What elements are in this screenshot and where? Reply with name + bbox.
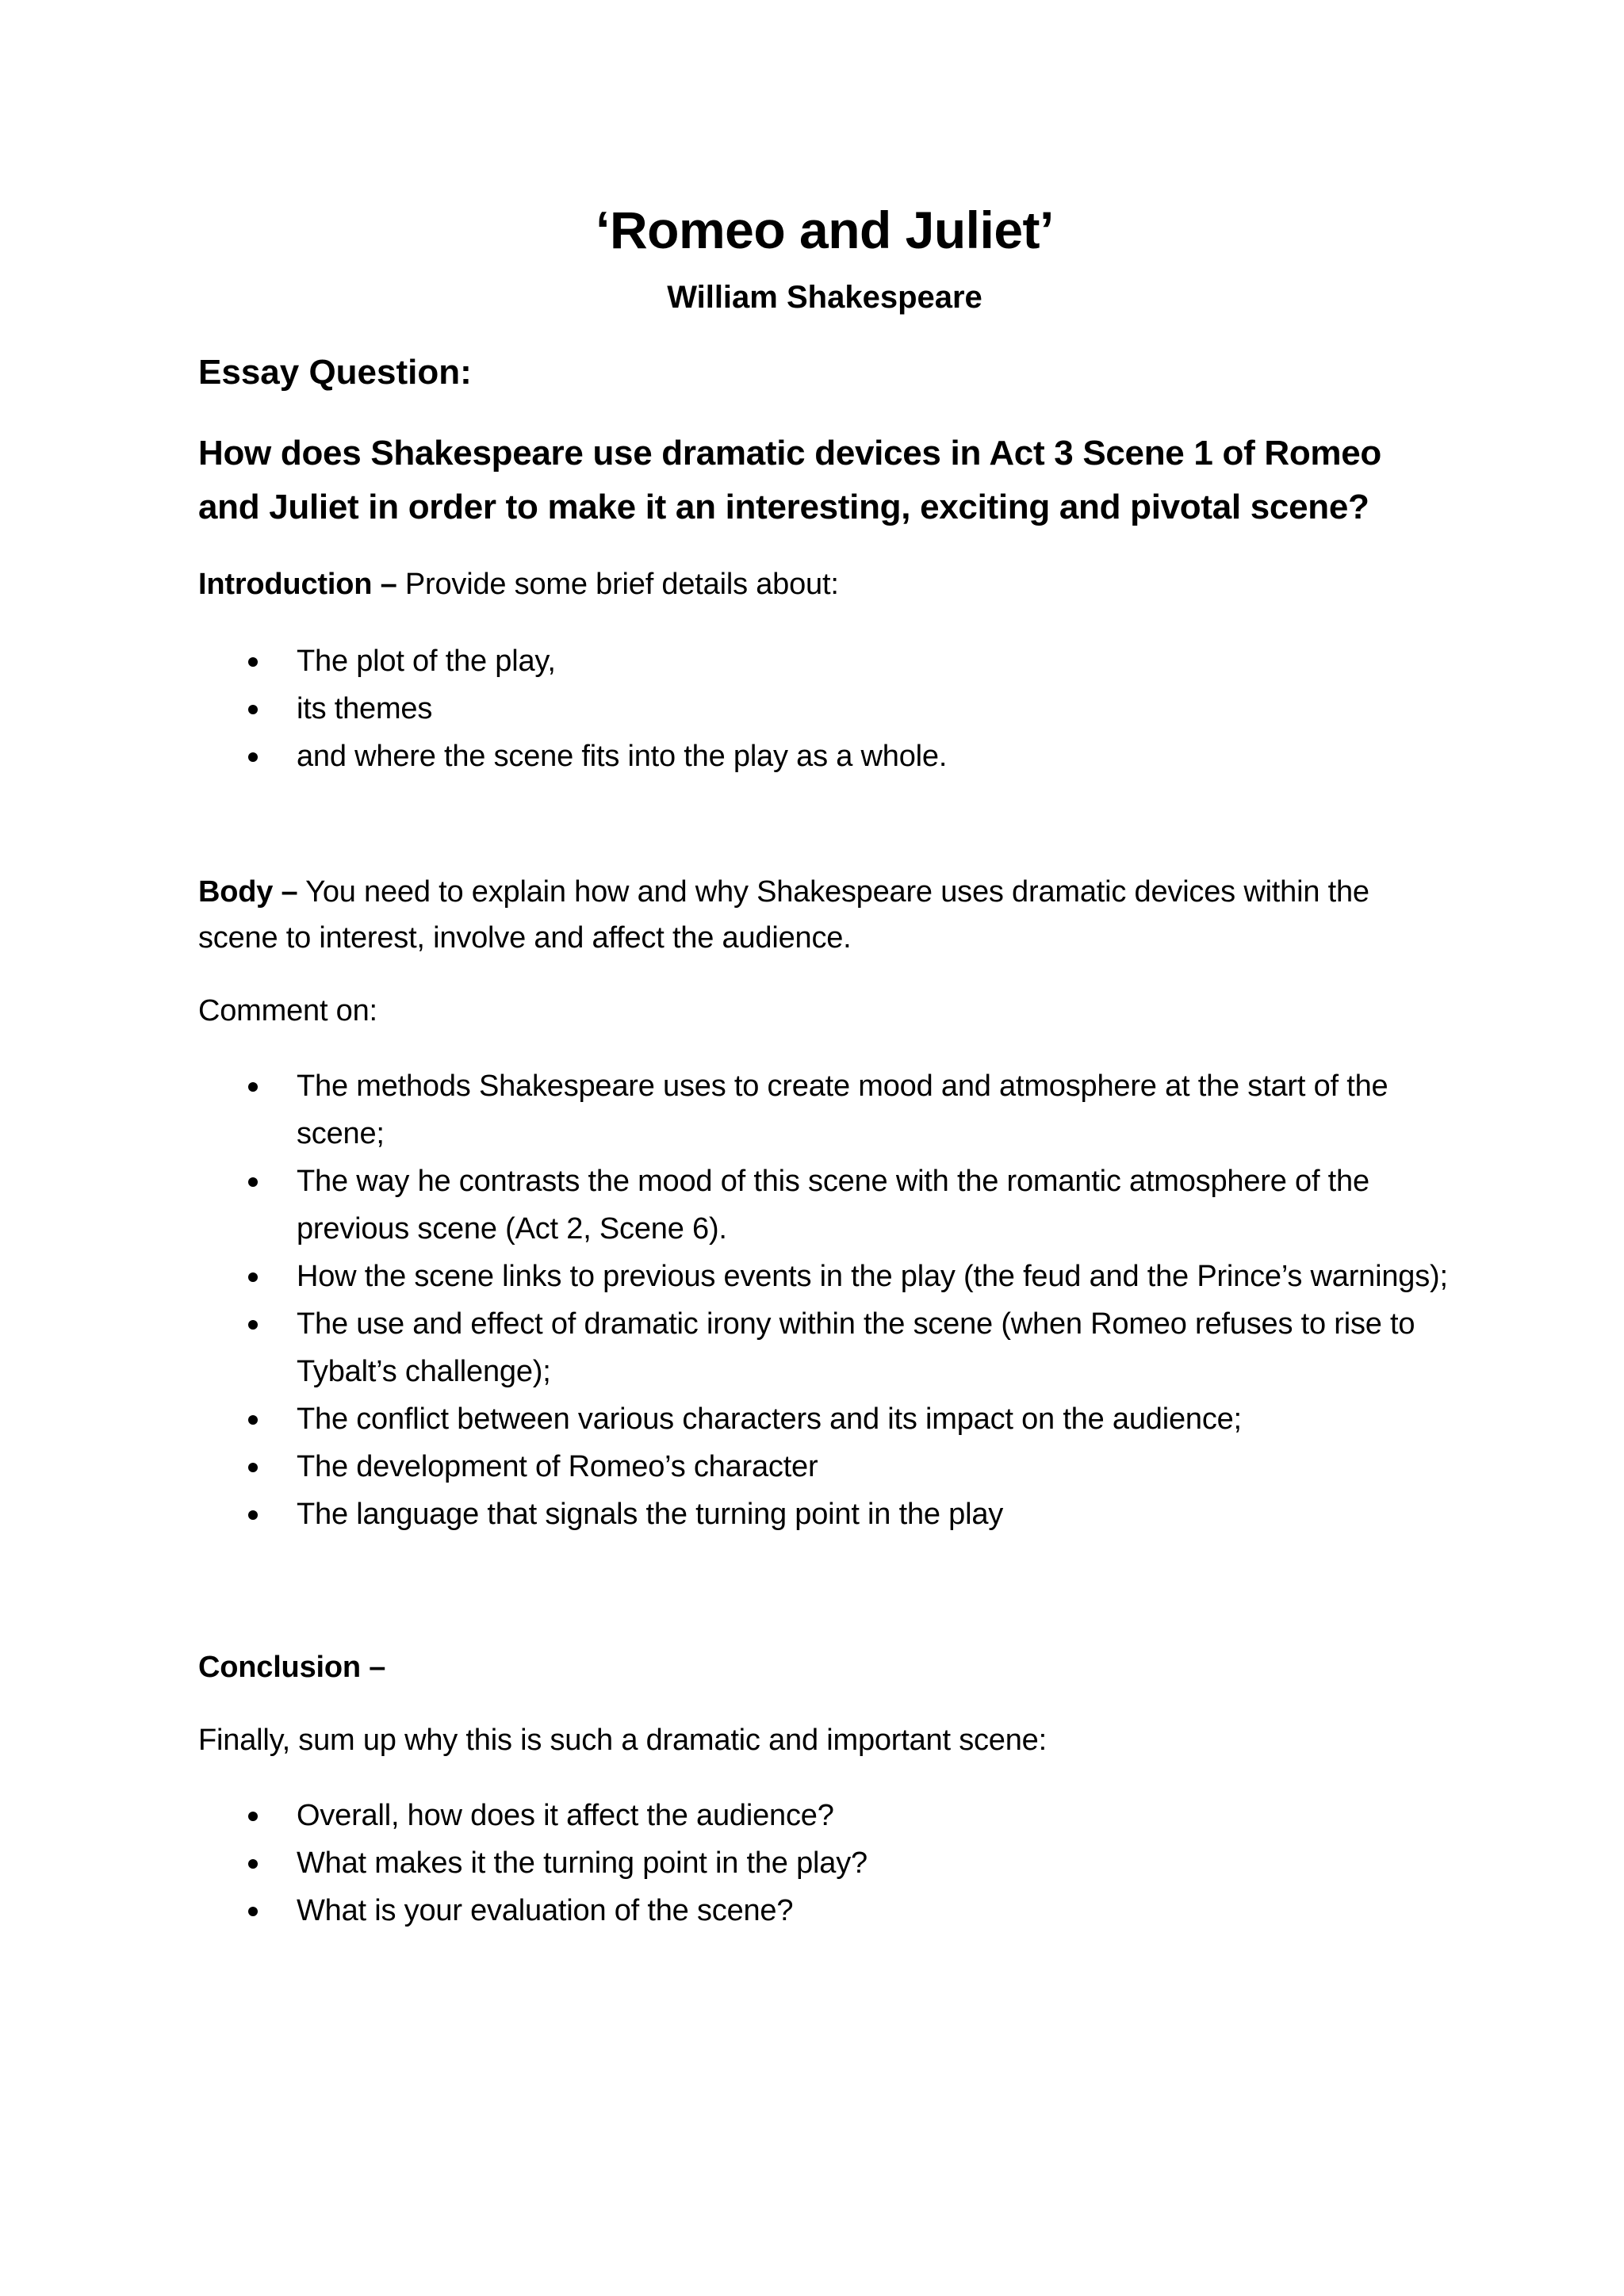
document-title: ‘Romeo and Juliet’ [596, 201, 1054, 259]
conclusion-list [198, 1792, 1451, 1934]
bullet-icon [248, 1510, 258, 1520]
bullet-icon [248, 657, 258, 667]
bullet-icon [248, 1859, 258, 1869]
list-item-text: The language that signals the turning point in the play [297, 1498, 1004, 1531]
list-item [198, 1062, 1451, 1158]
list-item-text: The way he contrasts the mood of this scene with the romantic atmosphere of the previous scene (Act 2, Scene 6). [297, 1165, 1369, 1246]
list-item [198, 637, 1451, 685]
list-item-text: The plot of the play, [297, 645, 556, 678]
conclusion-heading: Conclusion – [198, 1651, 386, 1684]
list-item [198, 1792, 1451, 1839]
author-name: William Shakespeare [667, 280, 982, 315]
list-item [198, 1300, 1451, 1395]
list-item [198, 733, 1451, 780]
conclusion-heading-paragraph [198, 1644, 1451, 1690]
introduction-paragraph [198, 561, 1451, 607]
conclusion-text: Finally, sum up why this is such a dramatic and important scene: [198, 1724, 1047, 1757]
essay-question-label: Essay Question: [198, 353, 472, 392]
introduction-text: Provide some brief details about: [396, 568, 839, 601]
list-item [198, 685, 1451, 733]
list-item-text: and where the scene fits into the play as a whole. [297, 740, 948, 773]
list-item-text: The use and effect of dramatic irony within the scene (when Romeo refuses to rise to Tybalt’s challenge); [297, 1307, 1415, 1388]
list-item-text: The methods Shakespeare uses to create mood and atmosphere at the start of the scene; [297, 1070, 1388, 1150]
bullet-icon [248, 1415, 258, 1425]
body-text: You need to explain how and why Shakespeare uses dramatic devices within the scene to interest, involve and affect the audience. [198, 875, 1369, 955]
bullet-icon [248, 705, 258, 714]
comment-label: Comment on: [198, 994, 377, 1027]
bullet-icon [248, 1177, 258, 1187]
list-item [198, 1839, 1451, 1887]
bullet-icon [248, 1272, 258, 1282]
list-item-text: The development of Romeo’s character [297, 1450, 818, 1483]
body-list [198, 1062, 1451, 1538]
list-item-text: What makes it the turning point in the play? [297, 1846, 868, 1880]
list-item-text: How the scene links to previous events in the play (the feud and the Prince’s warnings); [297, 1260, 1448, 1293]
bullet-icon [248, 1463, 258, 1472]
list-item [198, 1158, 1451, 1253]
list-item-text: Overall, how does it affect the audience? [297, 1799, 834, 1832]
document-page [198, 198, 1451, 1934]
list-item [198, 1490, 1451, 1538]
list-item-text: The conflict between various characters and its impact on the audience; [297, 1402, 1242, 1436]
list-item-text: its themes [297, 692, 433, 725]
body-heading: Body – [198, 875, 298, 909]
list-item-text: What is your evaluation of the scene? [297, 1894, 794, 1927]
bullet-icon [248, 1320, 258, 1330]
body-paragraph [198, 869, 1451, 961]
introduction-heading: Introduction – [198, 568, 397, 601]
essay-question: How does Shakespeare use dramatic devices in Act 3 Scene 1 of Romeo and Juliet in order to make it an interesting, exciting and pivotal scene? [198, 434, 1381, 526]
bullet-icon [248, 1812, 258, 1821]
introduction-list [198, 637, 1451, 780]
list-item [198, 1887, 1451, 1934]
list-item [198, 1253, 1451, 1300]
bullet-icon [248, 1082, 258, 1092]
bullet-icon [248, 1907, 258, 1916]
list-item [198, 1443, 1451, 1490]
list-item [198, 1395, 1451, 1443]
bullet-icon [248, 752, 258, 762]
